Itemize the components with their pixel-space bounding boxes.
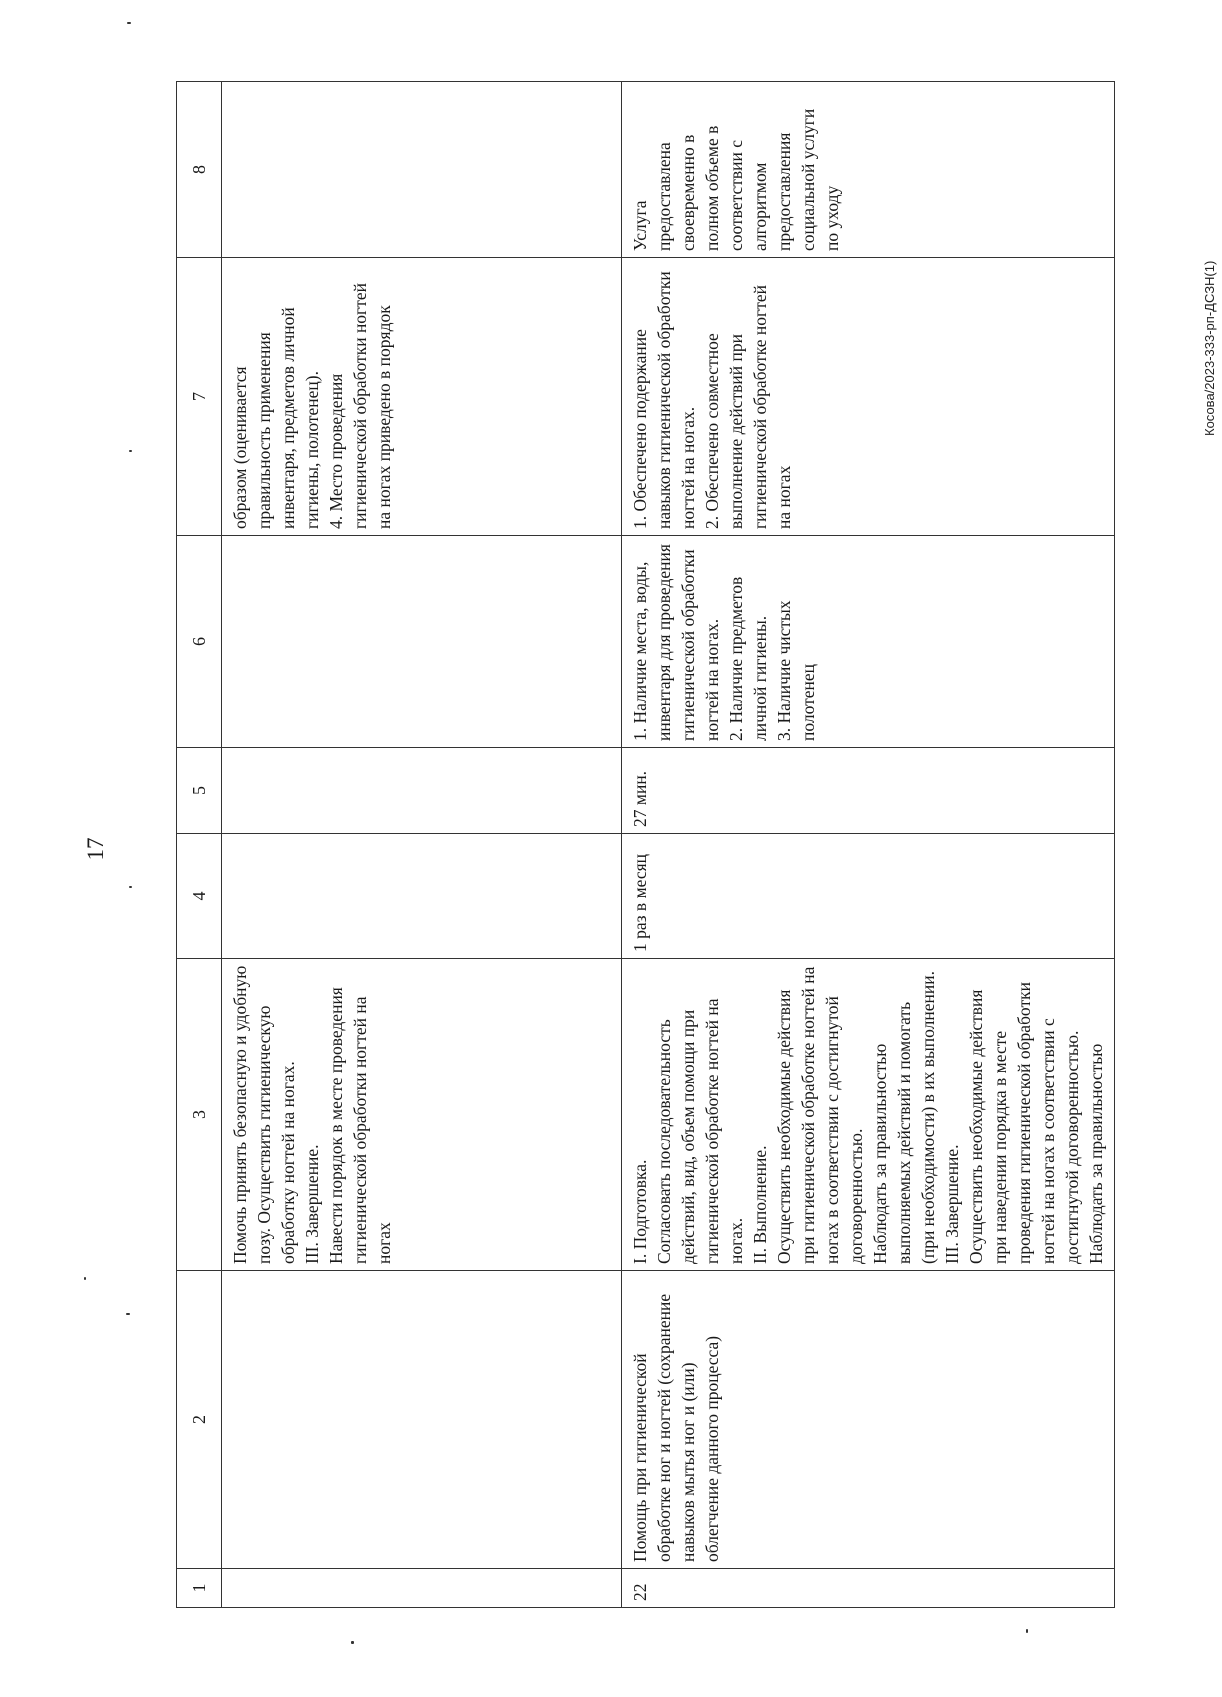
cell-evaluation <box>622 82 1115 258</box>
page-number: 17 <box>83 837 108 861</box>
column-number-4: 4 <box>177 834 222 959</box>
evaluation-text: Услуга предоставлена своевременно в полном объеме в соответствии с алгоритмом предоставления социальной услуги по уходу <box>630 108 842 251</box>
column-number-8: 8 <box>177 82 222 258</box>
cell-number <box>222 1569 622 1608</box>
procedure-text: Помочь принять безопасную и удобную позу. Осуществить гигиеническую обработку ногтей на ногах. III. Завершение. Навести порядок в месте проведения гигиенической обработки ногтей на ногах <box>230 965 394 1264</box>
scan-speck <box>127 22 131 24</box>
column-number-3: 3 <box>177 959 222 1271</box>
cell-procedure <box>222 959 622 1271</box>
column-number-6: 6 <box>177 536 222 748</box>
service-row-22 <box>622 82 1115 1608</box>
scan-speck <box>1026 1629 1028 1633</box>
cell-duration <box>622 748 1115 834</box>
cell-evaluation <box>222 82 622 258</box>
column-number-2: 2 <box>177 1271 222 1569</box>
service-name-text: Помощь при гигиенической обработке ног и ногтей (сохранение навыков мытья ног и (или) облегчение данного процесса) <box>630 1293 722 1562</box>
cell-frequency <box>622 834 1115 959</box>
cell-quality-indicators <box>622 258 1115 536</box>
quality-text: 1. Обеспечено подержание навыков гигиенической обработки ногтей на ногах. 2. Обеспечено совместное выполнение действий при гигиенической обработке ногтей на ногах <box>630 271 794 529</box>
cell-procedure <box>622 959 1115 1271</box>
cell-conditions <box>222 536 622 748</box>
cell-service-name <box>622 1271 1115 1569</box>
quality-text: образом (оценивается правильность применения инвентаря, предметов личной гигиены, полотенец). 4. Место проведения гигиенической обработки ногтей на ногах приведено в порядок <box>230 282 394 529</box>
scan-speck <box>129 450 132 452</box>
continued-row <box>222 82 622 1608</box>
document-id: Косова/2023-333-рп-ДСЗН(1) <box>1202 260 1217 436</box>
scan-speck <box>351 1641 354 1644</box>
scan-speck <box>84 1277 86 1280</box>
scan-speck <box>126 1313 130 1315</box>
procedure-text: I. Подготовка. Согласовать последовательность действий, вид, объем помощи при гигиенической обработке ногтей на ногах. II. Выполнение. Осуществить необходимые действия при гигиенической обработке ногтей на ногах в соответствии с достигнутой договоренностью. Наблюдать за правильностью выполняемых действий и помогать (при необходимости) в их выполнении. III. Завершение. Осуществить необходимые действия при наведении порядка в месте проведения гигиенической обработки ногтей на ногах в соответствии с достигнутой договоренностью. Наблюдать за правильностью <box>630 966 1106 1264</box>
row-number: 22 <box>630 1583 650 1601</box>
cell-frequency <box>222 834 622 959</box>
frequency-text: 1 раз в месяц <box>630 853 650 952</box>
column-number-1: 1 <box>177 1569 222 1608</box>
cell-duration <box>222 748 622 834</box>
conditions-text: 1. Наличие места, воды, инвентаря для проведения гигиенической обработки ногтей на ногах. 2. Наличие предметов личной гигиены. 3. Наличие чистых полотенец <box>630 544 818 741</box>
duration-text: 27 мин. <box>630 770 650 827</box>
cell-conditions <box>622 536 1115 748</box>
table-frame <box>176 82 1106 1608</box>
column-number-5: 5 <box>177 748 222 834</box>
header-row <box>177 82 222 1608</box>
cell-service-name <box>222 1271 622 1569</box>
column-number-7: 7 <box>177 258 222 536</box>
service-table <box>176 81 1115 1608</box>
cell-quality-indicators <box>222 258 622 536</box>
scan-speck <box>129 886 132 888</box>
cell-number <box>622 1569 1115 1608</box>
